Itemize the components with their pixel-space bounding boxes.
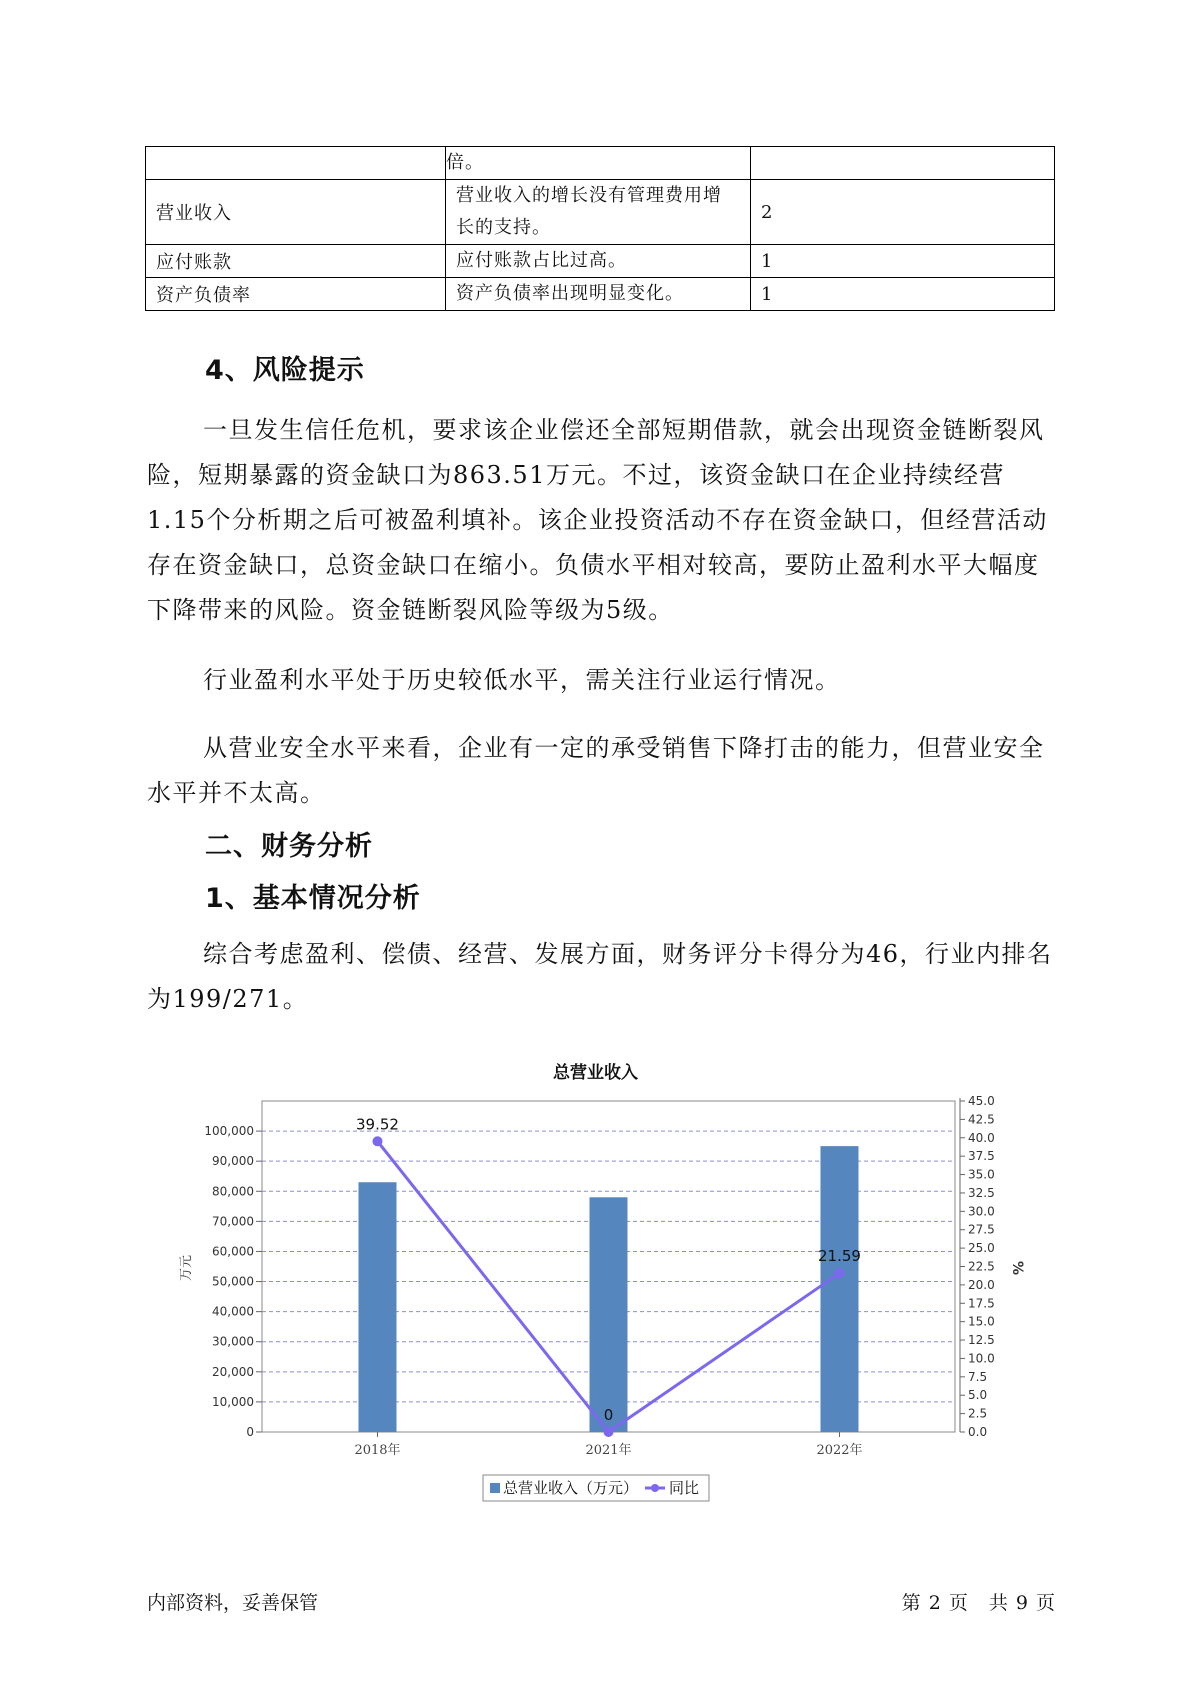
y-tick-label: 30,000 [212,1334,254,1349]
table-cell-item: 营业收入 [146,180,446,245]
y2-tick-label: 0.0 [968,1425,988,1439]
y-tick-label: 40,000 [212,1304,254,1319]
yoy-point [604,1427,614,1437]
y2-tick-label: 20.0 [968,1277,995,1292]
y2-tick-label: 45.0 [968,1094,995,1108]
table-cell-desc: 资产负债率出现明显变化。 [446,278,751,311]
y2-tick-label: 27.5 [968,1222,995,1237]
risk-paragraph-2-text: 行业盈利水平处于历史较低水平，需关注行业运行情况。 [203,666,841,694]
y-tick-label: 60,000 [212,1244,254,1259]
legend-label: 同比 [669,1479,700,1497]
risk-heading: 4、风险提示 [205,355,365,386]
data-label: 0 [603,1406,614,1424]
legend-swatch-marker [651,1484,659,1492]
y-tick-label: 20,000 [212,1364,254,1379]
y-tick-label: 10,000 [212,1394,254,1409]
x-tick-label: 2021年 [585,1443,632,1458]
basic-analysis-heading: 1、基本情况分析 [205,883,421,914]
y2-tick-label: 30.0 [968,1204,995,1219]
legend-label: 总营业收入（万元） [503,1479,639,1497]
table-cell-score: 1 [751,278,1055,311]
footer-page-number: 第 2 页 共 9 页 [901,1592,1056,1614]
data-label: 21.59 [818,1247,861,1266]
y-tick-label: 0 [246,1425,254,1439]
x-tick-label: 2018年 [354,1443,401,1458]
y2-tick-label: 5.0 [968,1388,988,1403]
y2-tick-label: 12.5 [968,1333,995,1348]
y2-tick-label: 25.0 [968,1241,995,1256]
y2-tick-label: 37.5 [968,1149,995,1164]
y2-tick-label: 32.5 [968,1185,995,1200]
y2-tick-label: 2.5 [968,1406,988,1421]
data-label: 39.52 [356,1115,399,1134]
yoy-point [373,1136,383,1146]
bar-2018年 [359,1182,397,1432]
y2-tick-label: 7.5 [968,1369,988,1384]
y-axis-title: 万元 [179,1254,194,1282]
y2-axis-title: % [1009,1260,1025,1276]
table-cell-score: 1 [751,245,1055,278]
bar-2021年 [590,1197,628,1432]
y2-tick-label: 40.0 [968,1130,995,1145]
y-tick-label: 100,000 [204,1124,254,1139]
x-tick-label: 2022年 [816,1443,863,1458]
table-cell-item: 资产负债率 [146,278,446,311]
finance-heading: 二、财务分析 [205,831,373,862]
footer-confidential: 内部资料，妥善保管 [147,1592,319,1614]
y-tick-label: 70,000 [212,1214,254,1229]
yoy-point [835,1268,845,1278]
y2-tick-label: 10.0 [968,1351,995,1366]
finance-paragraph-1-text: 综合考虑盈利、偿债、经营、发展方面，财务评分卡得分为46，行业内排名为199/271。 [147,940,1053,1013]
y-tick-label: 80,000 [212,1184,254,1199]
legend-swatch-bar [490,1483,500,1493]
y2-tick-label: 35.0 [968,1167,995,1182]
y2-tick-label: 22.5 [968,1259,995,1274]
risk-paragraph-3-text: 从营业安全水平来看，企业有一定的承受销售下降打击的能力，但营业安全水平并不太高。 [147,734,1045,807]
table-cell-item: 应付账款 [146,245,446,278]
risk-paragraph-1-text: 一旦发生信任危机，要求该企业偿还全部短期借款，就会出现资金链断裂风险，短期暴露的资金缺口为863.51万元。不过，该资金缺口在企业持续经营 1.15个分析期之后可被盈利填补。该企业投资活动不存在资金缺口，但经营活动存在资金缺口，总资金缺口在缩小。负债水平相对较高，要防止盈利水平大幅度下降带来的风险。资金链断裂风险等级为5级。 [147,416,1048,624]
table-cell-score: 2 [751,180,1055,245]
y2-tick-label: 15.0 [968,1314,995,1329]
y-tick-label: 90,000 [212,1154,254,1169]
table-cell-desc: 应付账款占比过高。 [446,245,751,278]
y2-tick-label: 17.5 [968,1296,995,1311]
chart-title: 总营业收入 [553,1063,638,1083]
y-tick-label: 50,000 [212,1274,254,1289]
table-cell-desc: 营业收入的增长没有管理费用增长的支持。 [446,180,751,245]
table-cell-desc: 倍。 [446,147,751,180]
y2-tick-label: 42.5 [968,1112,995,1127]
bar-2022年 [821,1146,859,1432]
